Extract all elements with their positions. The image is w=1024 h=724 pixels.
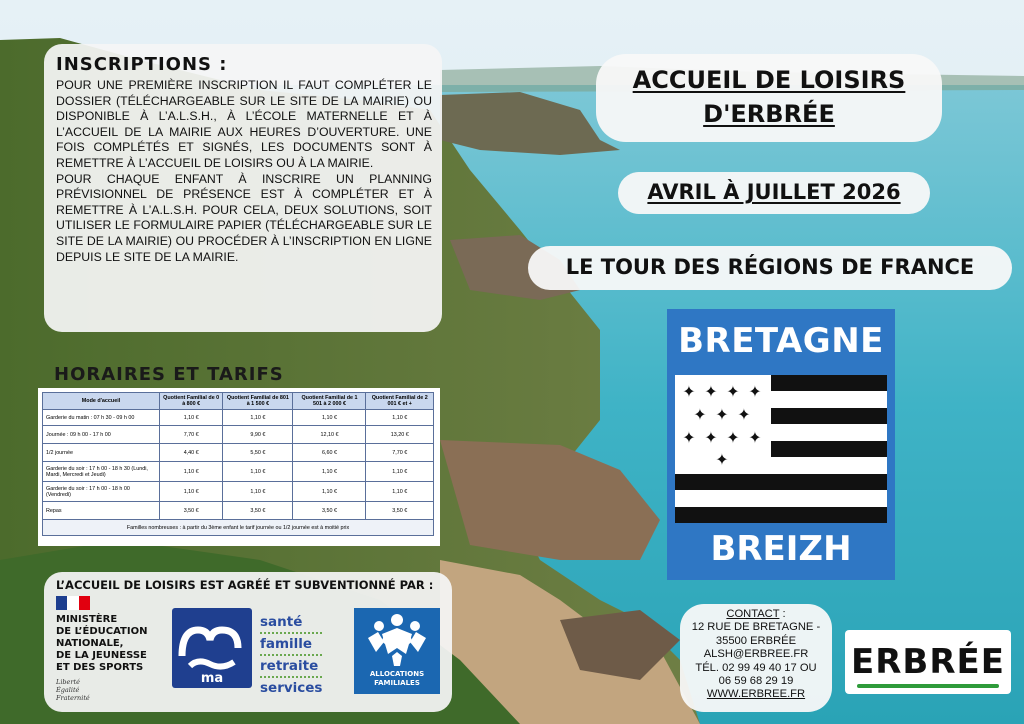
- msa-line: santé: [260, 612, 322, 634]
- table-cell: 1,10 €: [223, 482, 293, 502]
- erbree-logo-text: ERBRÉE: [851, 642, 1005, 682]
- svg-text:✦: ✦: [737, 405, 751, 424]
- agrement-panel: [44, 572, 452, 712]
- theme-pill: [528, 246, 1012, 290]
- page-title-line2: D'ERBRÉE: [703, 100, 835, 128]
- svg-text:✦: ✦: [715, 405, 729, 424]
- inscriptions-paragraph-1: POUR UNE PREMIÈRE INSCRIPTION IL FAUT COMPLÉTER LE DOSSIER (TÉLÉCHARGEABLE SUR LE SITE DE LA MAIRIE) OU DISPONIBLE À L’A.L.S.H., À L’ÉCOLE MATERNELLE ET À L’ACCUEIL DE LA MAIRIE AUX HEURES D’OUVERTURE. UNE FOIS COMPLÉTÉS ET SIGNÉS, LES DOCUMENTS SONT À REMETTRE À L’ACCUEIL DE LOISIRS OU À LA MAIRIE.: [56, 78, 432, 170]
- inscriptions-title: INSCRIPTIONS :: [56, 54, 228, 75]
- table-cell: 3,50 €: [223, 502, 293, 520]
- tarifs-table: [42, 392, 434, 536]
- caf-logo: [354, 608, 440, 694]
- contact-label: CONTACT: [726, 608, 780, 620]
- table-cell: 1,10 €: [293, 462, 366, 482]
- tarifs-table-card: [38, 388, 440, 546]
- inscriptions-panel: [44, 44, 442, 332]
- ministere-line: ET DES SPORTS: [56, 662, 144, 673]
- msa-monogram-icon: [172, 608, 252, 688]
- table-row: [43, 426, 434, 444]
- table-header: Quotient Familial de 1 501 à 2 000 €: [293, 393, 366, 410]
- table-header: Quotient Familial de 801 à 1 500 €: [223, 393, 293, 410]
- svg-text:✦: ✦: [715, 450, 729, 469]
- caf-label: ALLOCATIONS FAMILIALES: [369, 670, 425, 687]
- table-cell: 1,10 €: [293, 482, 366, 502]
- table-cell: 4,40 €: [160, 444, 223, 462]
- table-cell: 3,50 €: [160, 502, 223, 520]
- table-header: Mode d'accueil: [43, 393, 160, 410]
- table-cell: 12,10 €: [293, 426, 366, 444]
- contact-email-link[interactable]: ALSH@ERBREE.FR: [703, 648, 809, 661]
- erbree-logo-underline: [857, 684, 999, 688]
- table-cell: 3,50 €: [366, 502, 434, 520]
- msa-line: famille: [260, 634, 322, 656]
- svg-text:✦: ✦: [682, 428, 696, 447]
- contact-website-link[interactable]: WWW.ERBREE.FR: [706, 688, 806, 701]
- devise-line: Égalité: [56, 686, 80, 694]
- agrement-title: L’ACCUEIL DE LOISIRS EST AGRÉÉ ET SUBVENTIONNÉ PAR :: [56, 578, 434, 592]
- contact-line: 12 RUE DE BRETAGNE -: [691, 621, 821, 634]
- table-cell: Journée : 09 h 00 - 17 h 00: [43, 426, 160, 444]
- french-flag-icon: [56, 596, 90, 610]
- ministere-line: NATIONALE,: [56, 638, 124, 649]
- table-row: [43, 482, 434, 502]
- contact-line: 06 59 68 29 19: [718, 675, 794, 688]
- table-cell: 1,10 €: [223, 462, 293, 482]
- bretagne-card: [667, 309, 895, 580]
- table-cell: 3,50 €: [293, 502, 366, 520]
- contact-line: 35500 ERBRÉE: [715, 634, 797, 647]
- table-cell: Repas: [43, 502, 160, 520]
- table-header-row: [43, 393, 434, 410]
- table-cell: 7,70 €: [366, 444, 434, 462]
- table-cell: Garderie du matin : 07 h 30 - 09 h 00: [43, 410, 160, 426]
- ministere-logo: [54, 596, 174, 706]
- ministere-line: MINISTÈRE: [56, 614, 118, 625]
- table-cell: 1,10 €: [366, 410, 434, 426]
- title-pill: [596, 54, 942, 142]
- msa-line: services: [260, 680, 323, 696]
- breizh-label: BREIZH: [710, 529, 852, 569]
- table-cell: 13,20 €: [366, 426, 434, 444]
- svg-text:✦: ✦: [726, 382, 740, 401]
- theme-label: LE TOUR DES RÉGIONS DE FRANCE: [565, 255, 975, 279]
- gwenn-ha-du-flag-icon: [675, 375, 887, 523]
- table-header: Quotient Familial de 0 à 800 €: [160, 393, 223, 410]
- table-footnote: Familles nombreuses : à partir du 3ème enfant le tarif journée ou 1/2 journée est à moitié prix: [43, 520, 434, 536]
- devise-line: Liberté: [56, 678, 80, 686]
- table-cell: 1,10 €: [293, 410, 366, 426]
- devise-line: Fraternité: [56, 694, 90, 702]
- msa-line: retraite: [260, 656, 322, 678]
- table-cell: 1,10 €: [223, 410, 293, 426]
- contact-pill: [680, 604, 832, 712]
- svg-text:✦: ✦: [704, 382, 718, 401]
- table-cell: 1,10 €: [366, 462, 434, 482]
- svg-text:ma: ma: [200, 671, 224, 686]
- table-cell: 1,10 €: [366, 482, 434, 502]
- table-cell: 1/2 journée: [43, 444, 160, 462]
- table-cell: 9,90 €: [223, 426, 293, 444]
- svg-text:✦: ✦: [682, 382, 696, 401]
- contact-line: TÉL. 02 99 49 40 17 OU: [695, 661, 817, 674]
- svg-text:✦: ✦: [748, 382, 762, 401]
- table-footnote-row: [43, 520, 434, 536]
- inscriptions-paragraph-2: POUR CHAQUE ENFANT À INSCRIRE UN PLANNING PRÉVISIONNEL DE PRÉSENCE EST À COMPLÉTER ET À REMETTRE À L’A.L.S.H. POUR CELA, DEUX SOLUTIONS, SOIT UTILISER LE FORMULAIRE PAPIER (TÉLÉCHARGEABLE SUR LE SITE DE LA MAIRIE) OU PROCÉDER À L’INSCRIPTION EN LIGNE DEPUIS LE SITE DE LA MAIRIE.: [56, 171, 432, 264]
- caf-family-icon: [354, 608, 440, 670]
- table-row: [43, 444, 434, 462]
- table-cell: Garderie du soir : 17 h 00 - 18 h 30 (Lundi, Mardi, Mercredi et Jeudi): [43, 462, 160, 482]
- table-cell: Garderie du soir : 17 h 00 - 18 h 00 (Vendredi): [43, 482, 160, 502]
- ministere-line: DE L’ÉDUCATION: [56, 626, 148, 637]
- svg-text:✦: ✦: [726, 428, 740, 447]
- erbree-logo: [845, 630, 1011, 694]
- table-row: [43, 410, 434, 426]
- svg-text:✦: ✦: [748, 428, 762, 447]
- table-header: Quotient Familial de 2 001 € et +: [366, 393, 434, 410]
- table-row: [43, 502, 434, 520]
- page-title-line1: ACCUEIL DE LOISIRS: [632, 66, 906, 94]
- horaires-title: HORAIRES ET TARIFS: [54, 364, 284, 385]
- table-cell: 1,10 €: [160, 410, 223, 426]
- svg-text:✦: ✦: [704, 428, 718, 447]
- table-cell: 6,60 €: [293, 444, 366, 462]
- table-cell: 1,10 €: [160, 482, 223, 502]
- msa-logo: [172, 608, 252, 688]
- period-label: AVRIL À JUILLET 2026: [647, 180, 901, 204]
- bretagne-label: BRETAGNE: [678, 321, 884, 361]
- table-cell: 1,10 €: [160, 462, 223, 482]
- contact-label-row: CONTACT :: [726, 608, 786, 620]
- table-cell: 5,50 €: [223, 444, 293, 462]
- table-row: [43, 462, 434, 482]
- svg-text:✦: ✦: [693, 405, 707, 424]
- table-cell: 7,70 €: [160, 426, 223, 444]
- period-pill: [618, 172, 930, 214]
- ministere-line: DE LA JEUNESSE: [56, 650, 147, 661]
